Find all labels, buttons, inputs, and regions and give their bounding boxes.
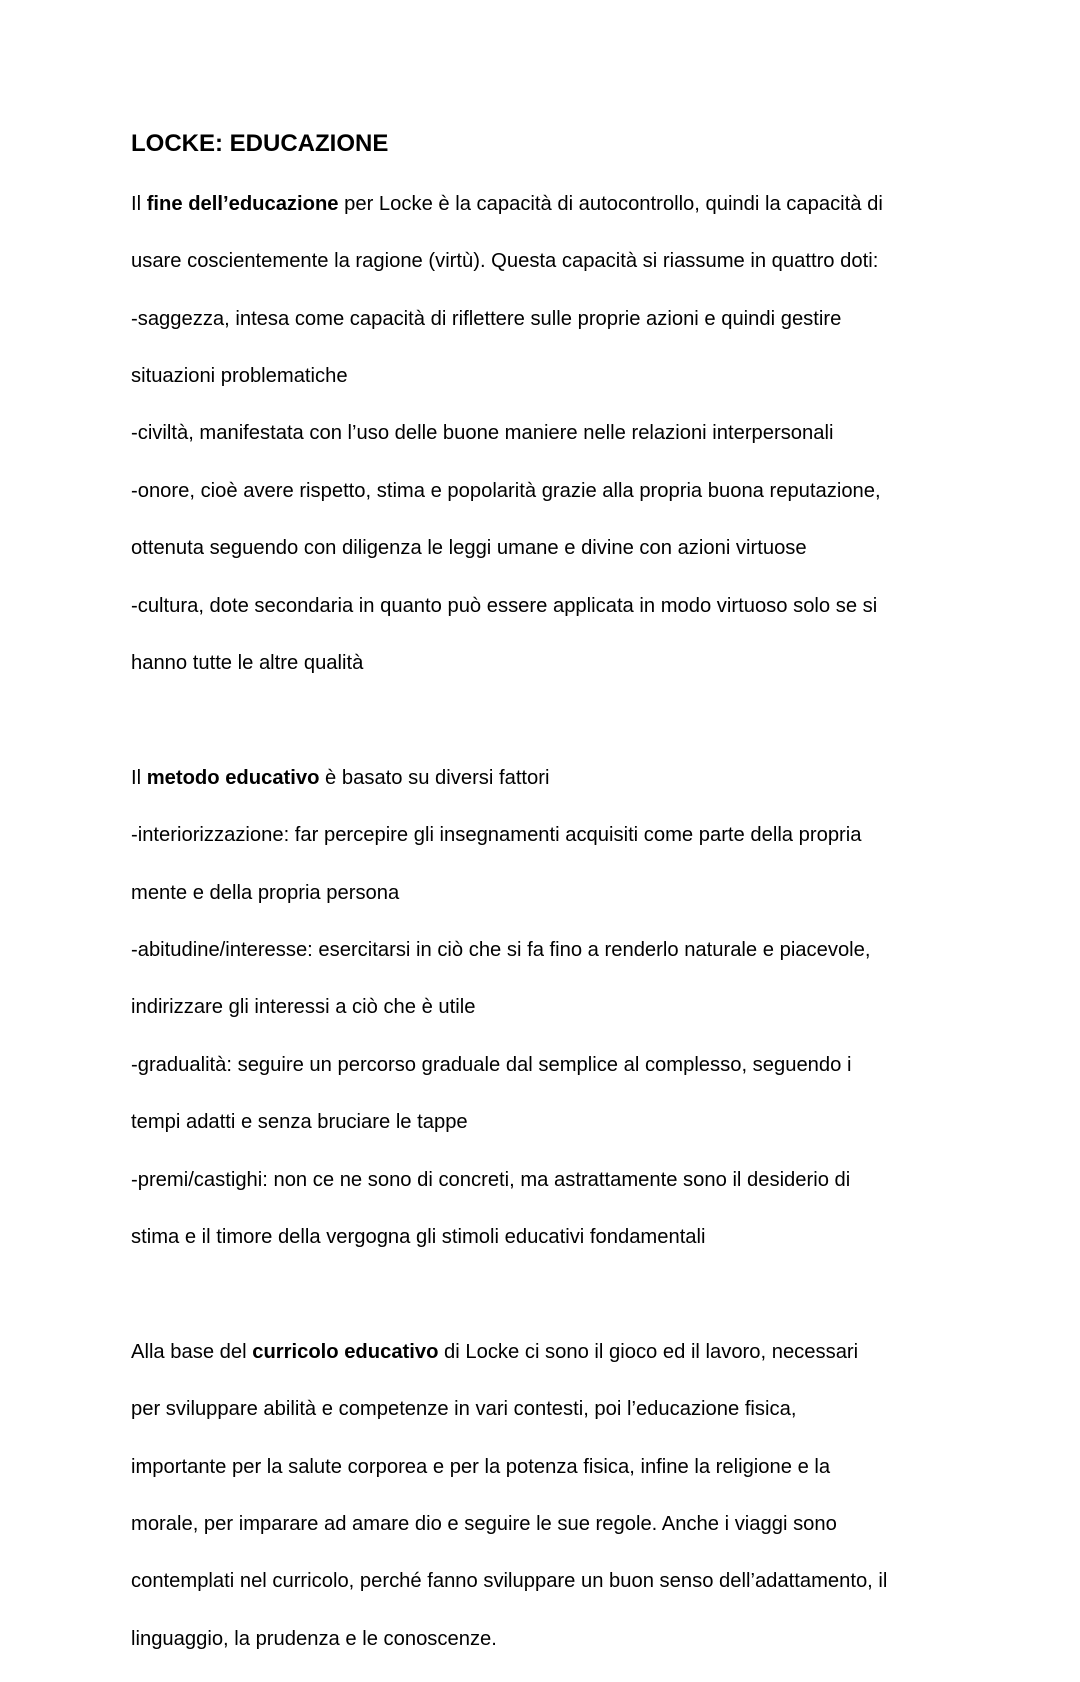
text-line: tempi adatti e senza bruciare le tappe: [131, 1111, 468, 1134]
text-line: -saggezza, intesa come capacità di riflettere sulle proprie azioni e quindi gestire: [131, 307, 842, 330]
paragraph-gap: [131, 706, 991, 735]
text-line: -civiltà, manifestata con l’uso delle buone maniere nelle relazioni interpersonali: [131, 422, 834, 445]
text-line: -interiorizzazione: far percepire gli insegnamenti acquisiti come parte della propria: [131, 824, 862, 847]
text-line: -abitudine/interesse: esercitarsi in ciò che si fa fino a renderlo naturale e piacevole,: [131, 938, 871, 961]
text-line: [131, 764, 991, 793]
document-page: [131, 128, 991, 1682]
text-line: ottenuta seguendo con diligenza le leggi umane e divine con azioni virtuose: [131, 537, 807, 560]
text-line: importante per la salute corporea e per la potenza fisica, infine la religione e la: [131, 1455, 831, 1478]
text-line: per sviluppare abilità e competenze in vari contesti, poi l’educazione fisica,: [131, 1398, 797, 1421]
paragraph-gap: [131, 1280, 991, 1309]
page-title: LOCKE: EDUCAZIONE: [131, 130, 389, 157]
paragraph-curricolo-educativo: [131, 1309, 991, 1682]
text-span: Il: [131, 192, 147, 215]
text-line: usare coscientemente la ragione (virtù). Questa capacità si riassume in quattro doti:: [131, 250, 879, 273]
text-line: -cultura, dote secondaria in quanto può essere applicata in modo virtuoso solo se si: [131, 594, 878, 617]
text-line: indirizzare gli interessi a ciò che è utile: [131, 996, 476, 1019]
bold-term-fine-educazione: fine dell’educazione: [146, 192, 339, 215]
text-span: Il: [131, 766, 147, 789]
text-line: contemplati nel curricolo, perché fanno sviluppare un buon senso dell’adattamento, il: [131, 1570, 888, 1593]
text-line: -premi/castighi: non ce ne sono di concreti, ma astrattamente sono il desiderio di: [131, 1168, 851, 1191]
text-line: stima e il timore della vergogna gli stimoli educativi fondamentali: [131, 1226, 706, 1248]
text-line: morale, per imparare ad amare dio e seguire le sue regole. Anche i viaggi sono: [131, 1513, 837, 1536]
text-line: hanno tutte le altre qualità: [131, 651, 364, 674]
text-span: di Locke ci sono il gioco ed il lavoro, necessari: [438, 1340, 859, 1363]
text-line: mente e della propria persona: [131, 881, 400, 904]
text-line: -onore, cioè avere rispetto, stima e popolarità grazie alla propria buona reputazione,: [131, 479, 881, 502]
paragraph-metodo-educativo: [131, 735, 991, 1280]
text-line: [131, 190, 991, 219]
paragraph-fine-educazione: [131, 161, 991, 706]
text-line: situazioni problematiche: [131, 364, 348, 387]
text-span: per Locke è la capacità di autocontrollo, quindi la capacità di: [338, 192, 883, 215]
text-line: -gradualità: seguire un percorso graduale dal semplice al complesso, seguendo i: [131, 1053, 852, 1076]
text-span: Alla base del: [131, 1340, 253, 1363]
text-span: è basato su diversi fattori: [319, 766, 550, 789]
bold-term-curricolo-educativo: curricolo educativo: [252, 1340, 439, 1363]
bold-term-metodo-educativo: metodo educativo: [146, 766, 320, 789]
text-line: linguaggio, la prudenza e le conoscenze.: [131, 1627, 497, 1650]
text-line: [131, 1338, 991, 1367]
